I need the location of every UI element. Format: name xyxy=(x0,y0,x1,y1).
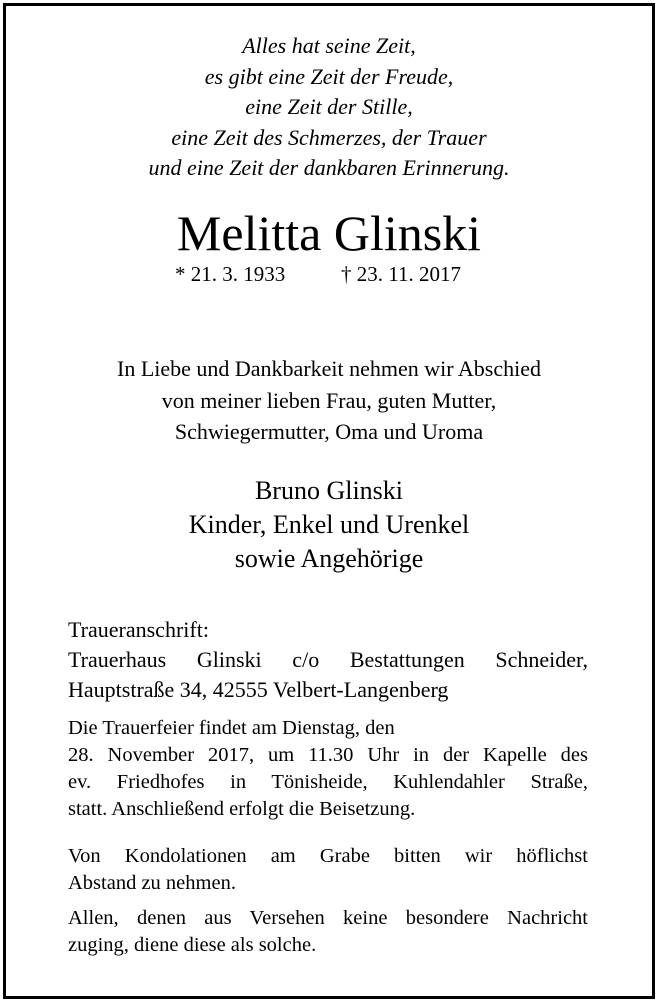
poem-line: Alles hat seine Zeit, xyxy=(242,33,416,58)
funeral-line: statt. Anschließend erfolgt die Beisetzung. xyxy=(68,798,416,820)
poem-line: eine Zeit des Schmerzes, der Trauer xyxy=(171,124,487,150)
deceased-name: Melitta Glinski xyxy=(176,205,482,261)
closing-line: Allen, denen aus Versehen keine besondere Nachricht xyxy=(68,907,588,929)
funeral-line: Die Trauerfeier findet am Dienstag, den xyxy=(68,717,395,739)
funeral-line: 28. November 2017, um 11.30 Uhr in der Kapelle des xyxy=(68,744,588,766)
death-date: † 23. 11. 2017 xyxy=(341,262,461,286)
condolence-line: Von Kondolationen am Grabe bitten wir höflichst xyxy=(68,845,588,867)
closing-line: zuging, diene diese als solche. xyxy=(68,934,317,956)
address-line: Trauerhaus Glinski c/o Bestattungen Schneider, xyxy=(68,647,588,672)
closing-note xyxy=(68,905,588,959)
condolence-note xyxy=(68,843,588,897)
poem xyxy=(0,31,658,184)
condolence-line: Abstand zu nehmen. xyxy=(68,872,236,894)
farewell-text xyxy=(0,353,658,448)
address-label: Traueranschrift: xyxy=(68,617,209,642)
farewell-line: In Liebe und Dankbarkeit nehmen wir Abschied xyxy=(117,356,541,381)
mourner-line: Kinder, Enkel und Urenkel xyxy=(188,510,470,539)
funeral-info xyxy=(68,715,588,823)
mourner-line: sowie Angehörige xyxy=(234,544,424,573)
poem-line: eine Zeit der Stille, xyxy=(245,94,413,119)
farewell-line: von meiner lieben Frau, guten Mutter, xyxy=(161,387,497,413)
mourner-line: Bruno Glinski xyxy=(254,476,404,505)
funeral-line: ev. Friedhofes in Tönisheide, Kuhlendahler Straße, xyxy=(68,771,588,793)
farewell-line: Schwiegermutter, Oma und Uroma xyxy=(174,419,484,444)
poem-line: es gibt eine Zeit der Freude, xyxy=(204,63,454,89)
mourning-address xyxy=(68,615,588,705)
mourners xyxy=(0,474,658,576)
address-line: Hauptstraße 34, 42555 Velbert-Langenberg xyxy=(68,677,449,702)
poem-line: und eine Zeit der dankbaren Erinnerung. xyxy=(148,155,510,180)
birth-date: * 21. 3. 1933 xyxy=(175,262,286,286)
